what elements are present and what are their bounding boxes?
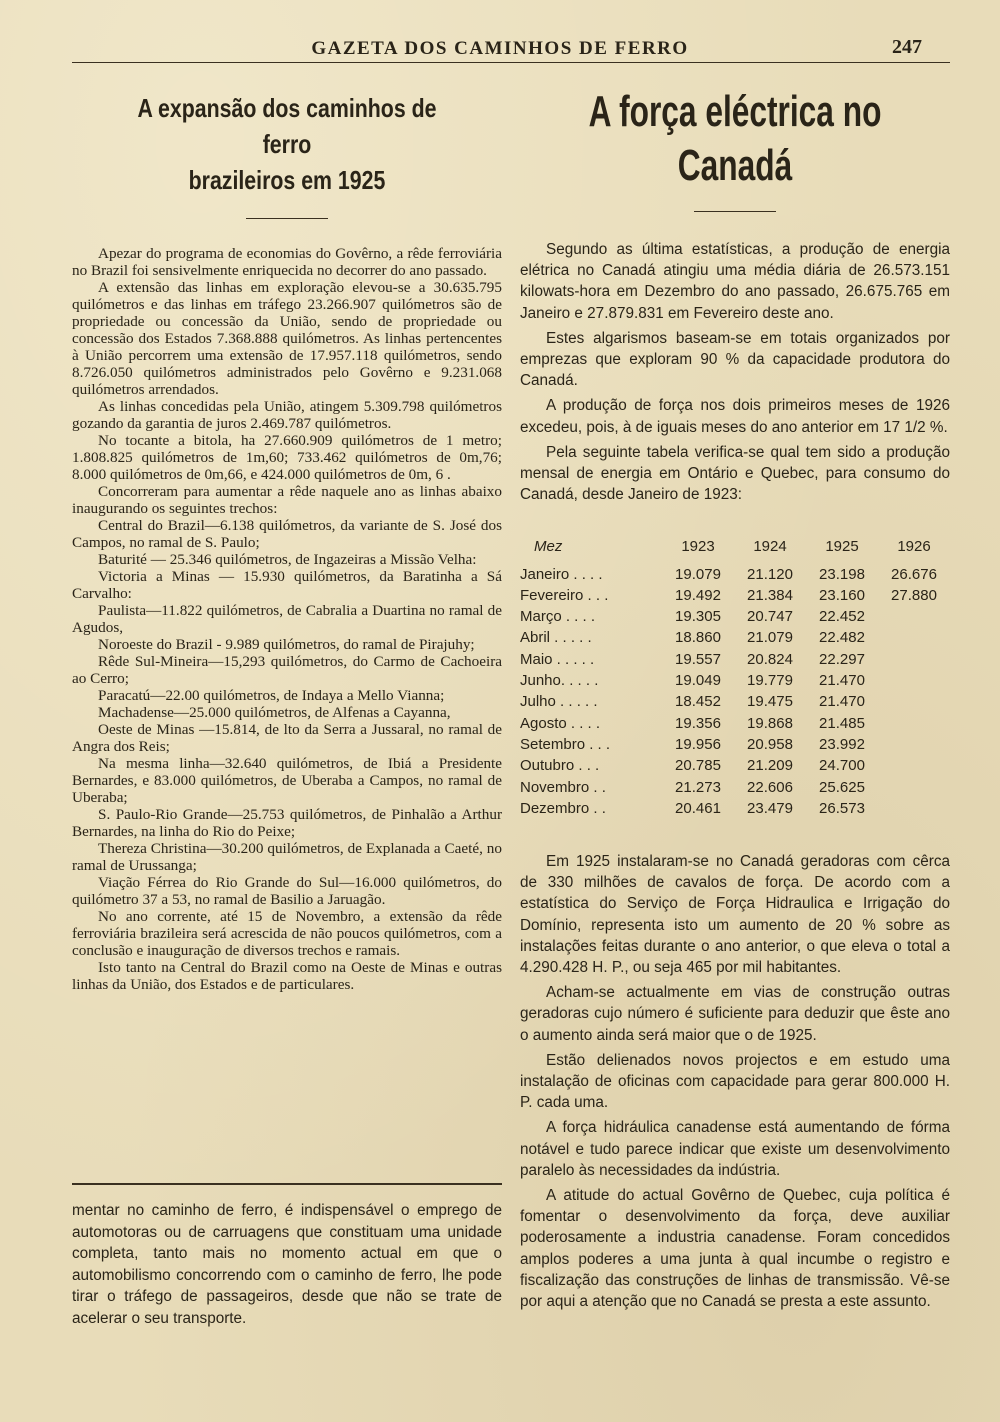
paragraph: Segundo as última estatísticas, a produção de energia elétrica no Canadá atingiu uma média diária de 26.573.151 kilowats-hora em Dezembro do ano passado, 26.675.765 em Janeiro e 27.879.831 em Fevereiro deste ano. (520, 241, 950, 322)
table-row (520, 627, 950, 648)
left-article (72, 85, 502, 993)
value-cell: 19.956 (675, 735, 721, 753)
continued-article (72, 1200, 502, 1329)
column-header: 1924 (753, 537, 787, 555)
month-cell: Fevereiro . . . (520, 586, 609, 604)
value-cell: 21.470 (819, 693, 865, 711)
value-cell (878, 606, 950, 627)
paragraph: A força hidráulica canadense está aumentando de fórma notável e tudo parece indicar que existe um desenvolvimento paralelo às necessidades da indústria. (520, 1119, 950, 1179)
month-cell: Setembro . . . (520, 735, 611, 753)
table-row (520, 606, 950, 627)
value-cell: 23.160 (819, 586, 865, 604)
value-cell: 19.305 (675, 608, 721, 626)
value-cell: 23.198 (819, 565, 865, 583)
section-rule (72, 1183, 502, 1185)
paragraph: Isto tanto na Central do Brazil como na Oeste de Minas e outras linhas da União, dos Estados e de particulares. (72, 959, 502, 993)
table-header-row (520, 529, 950, 563)
paragraph: Victoria a Minas — 15.930 quilómetros, da Baratinha a Sá Carvalho: (72, 568, 502, 602)
value-cell: 26.573 (819, 799, 865, 817)
paragraph: Oeste de Minas —15.814, de lto da Serra a Jussaral, no ramal de Angra dos Reis; (72, 721, 502, 755)
column-header: 1923 (681, 537, 715, 555)
value-cell (878, 627, 950, 648)
value-cell: 21.273 (675, 778, 721, 796)
value-cell: 21.384 (747, 586, 793, 604)
table-row (520, 713, 950, 734)
paragraph: Thereza Christina—30.200 quilómetros, de Explanada a Caeté, no ramal de Urussanga; (72, 840, 502, 874)
column-header: 1926 (897, 537, 931, 555)
value-cell (878, 670, 950, 691)
value-cell (878, 649, 950, 670)
month-cell: Novembro . . (520, 778, 606, 796)
value-cell: 22.452 (819, 608, 865, 626)
left-title-line2: brazileiros em 1925 (188, 165, 386, 195)
paragraph: Na mesma linha—32.640 quilómetros, de Ibiá a Presidente Bernardes, e 83.000 quilómetros, de Uberaba a Campos, no ramal de Uberaba; (72, 755, 502, 806)
paragraph: Viação Férrea do Rio Grande do Sul—16.000 quilómetros, do quilómetro 37 a 53, no ramal de Basilio a Jaruagão. (72, 874, 502, 908)
value-cell: 24.700 (819, 757, 865, 775)
value-cell: 19.049 (675, 672, 721, 690)
value-cell (878, 713, 950, 734)
value-cell: 19.868 (747, 714, 793, 732)
paragraph: A extensão das linhas em exploração elevou-se a 30.635.795 quilómetros e das linhas em tráfego 23.266.907 quilómetros são de propriedade ou concessão da União, sendo de propriedade ou concessão dos Estados 7.368.888 quilómetros. As linhas pertencentes à União percorrem uma extensão de 17.957.118 quilómetros, sendo 8.726.050 quilómetros administrados pelo Govêrno e 9.231.068 quilómetros arrendados. (72, 279, 502, 398)
value-cell: 21.079 (747, 629, 793, 647)
paragraph: Noroeste do Brazil - 9.989 quilómetros, do ramal de Pirajuhy; (98, 636, 475, 653)
table-row (520, 755, 950, 776)
table-row (520, 585, 950, 606)
column-header: 1925 (825, 537, 859, 555)
value-cell: 23.479 (747, 799, 793, 817)
continued-paragraph: mentar no caminho de ferro, é indispensável o emprego de automotoras ou de carruagens que constituam uma unidade completa, tanto mais no momento actual em que o automobilismo concorrendo com o caminho de ferro, lhe pode tirar o tráfego de passageiros, desde que não se trate de acelerar o seu transporte. (72, 1202, 502, 1327)
paragraph: Machadense—25.000 quilómetros, de Alfenas a Cayanna, (98, 704, 451, 721)
right-article-body-continued (520, 851, 950, 1312)
month-cell: Maio . . . . . (520, 650, 595, 668)
value-cell: 20.824 (747, 650, 793, 668)
value-cell: 19.557 (675, 650, 721, 668)
page-number: 247 (892, 36, 922, 58)
value-cell: 22.482 (819, 629, 865, 647)
value-cell: 19.475 (747, 693, 793, 711)
value-cell (878, 734, 950, 755)
value-cell: 18.860 (675, 629, 721, 647)
value-cell (878, 755, 950, 776)
value-cell: 21.209 (747, 757, 793, 775)
left-title-line1: A expansão dos caminhos de ferro (137, 93, 437, 159)
value-cell: 22.606 (747, 778, 793, 796)
table-body (520, 563, 950, 819)
paragraph: Baturité — 25.346 quilómetros, de Ingazeiras a Missão Velha: (98, 551, 477, 568)
paragraph: Paracatú—22.00 quilómetros, de Indaya a Mello Vianna; (98, 687, 445, 704)
value-cell: 20.461 (675, 799, 721, 817)
table-row (520, 563, 950, 584)
paragraph: Rêde Sul-Mineira—15,293 quilómetros, do Carmo de Cachoeira ao Cerro; (72, 653, 502, 687)
paragraph: Apezar do programa de economias do Govêrno, a rêde ferroviária no Brazil foi sensivelmente enriquecida no decorrer do ano passado. (72, 245, 502, 279)
paragraph: Concorreram para aumentar a rêde naquele ano as linhas abaixo inaugurando os seguintes trechos: (72, 483, 502, 517)
month-cell: Outubro . . . (520, 757, 600, 775)
month-cell: Julho . . . . . (520, 693, 598, 711)
value-cell: 20.958 (747, 735, 793, 753)
table-row (520, 670, 950, 691)
header-rule (72, 62, 950, 63)
left-article-title (111, 90, 464, 198)
value-cell: 19.779 (747, 672, 793, 690)
paragraph: Pela seguinte tabela verifica-se qual tem sido a produção mensal de energia em Ontário e Quebec, para consumo do Canadá, desde Janeiro de 1923: (520, 443, 950, 504)
paragraph: A produção de força nos dois primeiros meses de 1926 excedeu, pois, à de iguais meses do ano anterior em 17 1/2 %. (520, 397, 950, 436)
value-cell: 22.297 (819, 650, 865, 668)
paragraph: No tocante a bitola, ha 27.660.909 quilómetros de 1 metro; 1.808.825 quilómetros de 1m,60; 733.462 quilómetros de 0m,76; 8.000 quilómetros de 0m,66, e 424.000 quilómetros de 0m, 6 . (72, 432, 502, 483)
value-cell (878, 776, 950, 797)
right-article (520, 85, 950, 1316)
month-cell: Junho. . . . . (520, 672, 599, 690)
production-table (520, 529, 950, 819)
value-cell: 21.485 (819, 714, 865, 732)
value-cell: 21.120 (747, 565, 793, 583)
value-cell: 20.785 (675, 757, 721, 775)
table-row (520, 691, 950, 712)
column-header: Mez (534, 537, 563, 555)
value-cell: 18.452 (675, 693, 721, 711)
paragraph: Estes algarismos baseam-se em totais organizados por emprezas que exploram 90 % da capacidade produtora do Canadá. (520, 329, 950, 390)
value-cell: 19.356 (675, 714, 721, 732)
right-article-body (520, 239, 950, 505)
paragraph: Estão delienados novos projectos e em estudo uma instalação de oficinas com capacidade para gerar 800.000 H. P. cada uma. (520, 1051, 950, 1112)
paragraph: No ano corrente, até 15 de Novembro, a extensão da rêde ferroviária brazileira será acrescida de não poucos quilómetros, com a conclusão e inauguração de diversos trechos e ramais. (72, 908, 502, 959)
month-cell: Março . . . . (520, 608, 596, 626)
running-title: GAZETA DOS CAMINHOS DE FERRO (311, 38, 689, 59)
value-cell (878, 798, 950, 819)
left-article-body (72, 245, 502, 993)
right-article-title: A força eléctrica no Canadá (588, 87, 882, 190)
value-cell: 27.880 (891, 586, 937, 604)
value-cell: 20.747 (747, 608, 793, 626)
table-row (520, 776, 950, 797)
paragraph: As linhas concedidas pela União, atingem 5.309.798 quilómetros gozando da garantia de juros 2.469.787 quilómetros. (72, 398, 502, 432)
table-row (520, 734, 950, 755)
paragraph: Acham-se actualmente em vias de construção outras geradoras cujo número é suficiente para deduzir que êste ano o aumento ainda será maior que o de 1925. (520, 984, 950, 1044)
month-cell: Dezembro . . (520, 799, 606, 817)
value-cell: 19.079 (675, 565, 721, 583)
value-cell: 26.676 (891, 565, 937, 583)
month-cell: Agosto . . . . (520, 714, 601, 732)
value-cell: 25.625 (819, 778, 865, 796)
paragraph: Paulista—11.822 quilómetros, de Cabralia a Duartina no ramal de Agudos, (72, 602, 502, 636)
value-cell: 23.992 (819, 735, 865, 753)
table-row (520, 798, 950, 819)
paragraph: S. Paulo-Rio Grande—25.753 quilómetros, de Pinhalão a Arthur Bernardes, na linha do Rio do Peixe; (72, 806, 502, 840)
value-cell: 21.470 (819, 672, 865, 690)
month-cell: Abril . . . . . (520, 629, 592, 647)
paragraph: Central do Brazil—6.138 quilómetros, da variante de S. José dos Campos, no ramal de S. Paulo; (72, 517, 502, 551)
value-cell (878, 691, 950, 712)
paragraph: A atitude do actual Govêrno de Quebec, cuja política é fomentar o desenvolvimento da força, deve auxiliar poderosamente a industria canadense. Foram concedidos amplos poderes a uma junta à qual incumbe o registro e fiscalização das construções de linhas de transmissão. Vê-se por aqui a atenção que no Canadá se presta a este assunto. (520, 1187, 950, 1311)
table-row (520, 649, 950, 670)
paragraph: Em 1925 instalaram-se no Canadá geradoras com cêrca de 330 milhões de cavalos de força. De acordo com a estatística do Serviço de Força Hidraulica e Irrigação do Domínio, representa isto um aumento de 20 % sobre as instalações feitas durante o ano anterior, o que eleva o total a 4.290.428 H. P., ou seja 465 por mil habitantes. (520, 853, 950, 977)
month-cell: Janeiro . . . . (520, 565, 603, 583)
value-cell: 19.492 (675, 586, 721, 604)
